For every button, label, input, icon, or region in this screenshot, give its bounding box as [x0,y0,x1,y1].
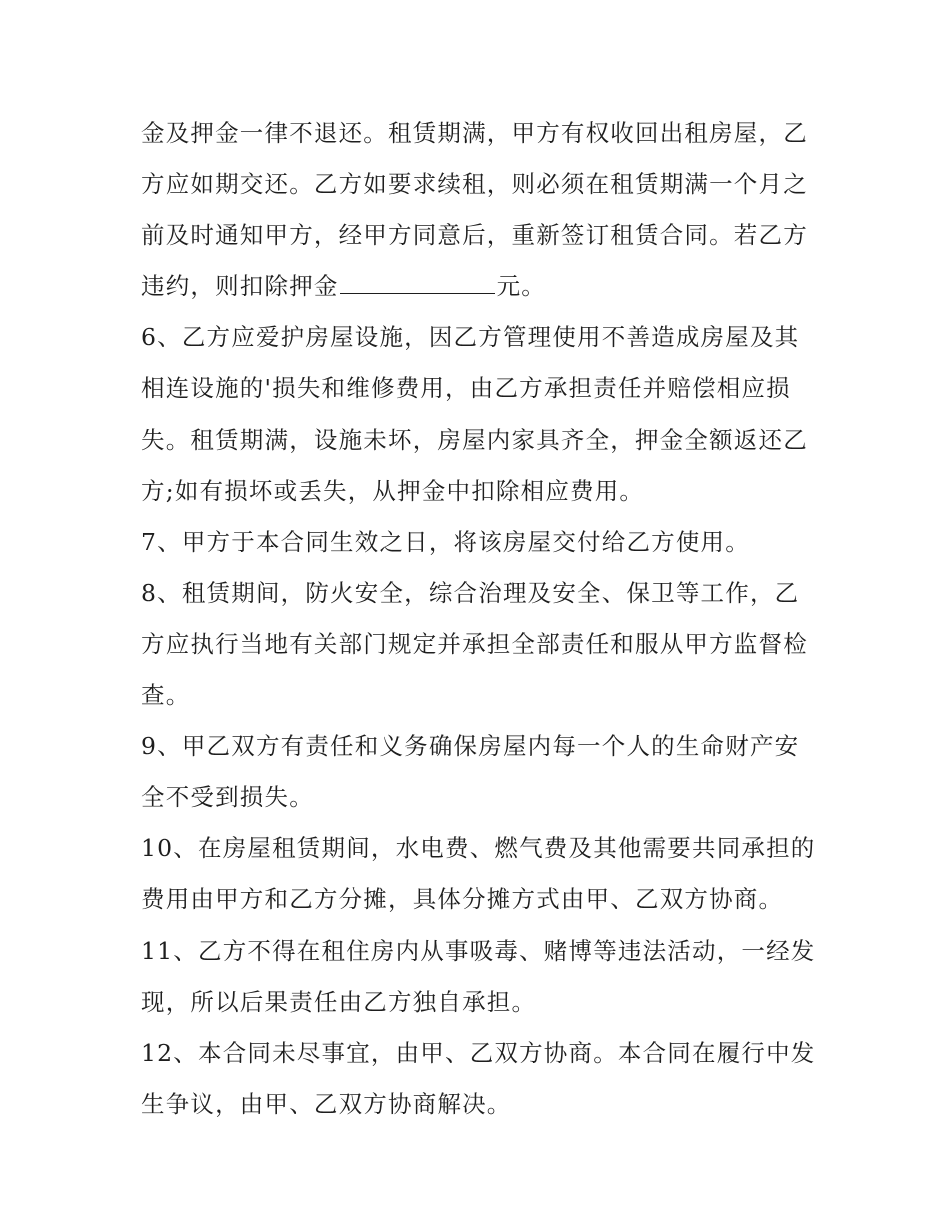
contract-line: 查。 [141,681,191,710]
penalty-suffix: 元。 [496,272,547,301]
contract-line: 12、本合同未尽事宜，由甲、乙双方协商。本合同在履行中发 [141,1038,816,1067]
penalty-line [141,261,821,312]
contract-line: 方;如有损坏或丢失，从押金中扣除相应费用。 [141,476,645,505]
contract-line: 11、乙方不得在租住房内从事吸毒、赌博等违法活动，一经发 [141,936,816,965]
contract-line: 8、租赁期间，防火安全，综合治理及安全、保卫等工作，乙 [141,578,800,607]
contract-line: 7、甲方于本合同生效之日，将该房屋交付给乙方使用。 [141,527,750,556]
contract-line: 全不受到损失。 [141,783,314,812]
contract-text [141,108,821,1130]
contract-line: 9、甲乙双方有责任和义务确保房屋内每一个人的生命财产安 [141,732,800,761]
contract-line: 相连设施的'损失和维修费用，由乙方承担责任并赔偿相应损 [141,374,791,403]
contract-line: 方应如期交还。乙方如要求续租，则必须在租赁期满一个月之 [141,170,808,199]
contract-line: 生争议，由甲、乙双方协商解决。 [141,1089,512,1118]
penalty-prefix: 违约，则扣除押金 [141,272,339,301]
contract-line: 10、在房屋租赁期间，水电费、燃气费及其他需要共同承担的 [141,834,816,863]
contract-line: 现，所以后果责任由乙方独自承担。 [141,987,537,1016]
contract-line: 失。租赁期满，设施未坏，房屋内家具齐全，押金全额返还乙 [141,425,808,454]
contract-line: 6、乙方应爱护房屋设施，因乙方管理使用不善造成房屋及其 [141,323,800,352]
deposit-amount-blank [340,273,495,294]
contract-line: 金及押金一律不退还。租赁期满，甲方有权收回出租房屋，乙 [141,119,808,147]
contract-line: 方应执行当地有关部门规定并承担全部责任和服从甲方监督检 [141,629,808,658]
contract-line: 费用由甲方和乙方分摊，具体分摊方式由甲、乙双方协商。 [141,885,784,914]
contract-line: 前及时通知甲方，经甲方同意后，重新签订租赁合同。若乙方 [141,221,808,250]
